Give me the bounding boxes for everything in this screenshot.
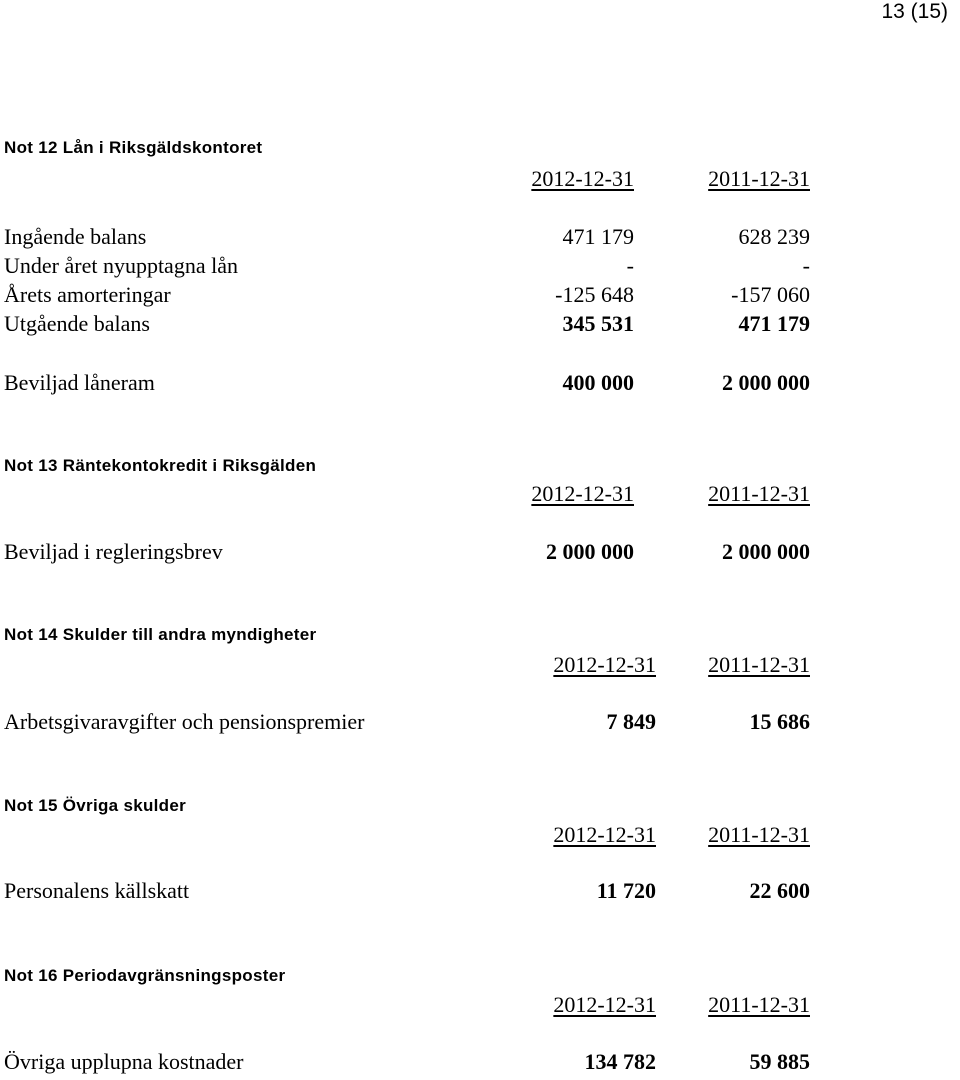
note-13-col2-header: 2011-12-31	[708, 481, 810, 506]
note-12-row-label: Under året nyupptagna lån	[4, 253, 238, 278]
note-14-col1-header: 2012-12-31	[553, 652, 656, 677]
note-12-row-value-2012: -	[626, 253, 634, 278]
note-15-row-value-2012: 11 720	[596, 878, 656, 903]
note-16-title: Not 16 Periodavgränsningsposter	[4, 966, 286, 985]
note-12-row-label: Beviljad låneram	[4, 370, 155, 395]
note-13-title: Not 13 Räntekontokredit i Riksgälden	[4, 456, 317, 475]
note-12-row-value-2012: 345 531	[562, 311, 634, 336]
note-13-row-value-2012: 2 000 000	[546, 539, 634, 564]
note-12-row-value-2011: 628 239	[738, 224, 810, 249]
note-14-row-value-2011: 15 686	[749, 709, 810, 734]
note-13-row-value-2011: 2 000 000	[722, 539, 810, 564]
note-12-title: Not 12 Lån i Riksgäldskontoret	[4, 138, 263, 157]
note-12-row-value-2011: -	[802, 253, 810, 278]
note-15-row-value-2011: 22 600	[749, 878, 810, 903]
note-12-col1-header: 2012-12-31	[531, 166, 634, 191]
note-12-row-value-2012: 471 179	[562, 224, 634, 249]
note-12-row-label: Ingående balans	[4, 224, 147, 249]
note-16-row-value-2012: 134 782	[584, 1049, 656, 1074]
note-16-col2-header: 2011-12-31	[708, 992, 810, 1017]
note-12-row-label: Utgående balans	[4, 311, 150, 336]
note-12-col2-header: 2011-12-31	[708, 166, 810, 191]
note-12-row-value-2011: 471 179	[738, 311, 810, 336]
note-14-title: Not 14 Skulder till andra myndigheter	[4, 625, 317, 644]
note-16-col1-header: 2012-12-31	[553, 992, 656, 1017]
note-15-col2-header: 2011-12-31	[708, 822, 810, 847]
note-12-row-value-2012: 400 000	[562, 370, 634, 395]
note-13-row-label: Beviljad i regleringsbrev	[4, 539, 223, 564]
note-15-col1-header: 2012-12-31	[553, 822, 656, 847]
note-12-row-value-2011: -157 060	[731, 282, 810, 307]
note-16-row-value-2011: 59 885	[749, 1049, 810, 1074]
note-14-row-value-2012: 7 849	[606, 709, 656, 734]
note-12-row-value-2011: 2 000 000	[722, 370, 810, 395]
note-12-row-value-2012: -125 648	[555, 282, 634, 307]
note-15-title: Not 15 Övriga skulder	[4, 796, 187, 815]
note-13-col1-header: 2012-12-31	[531, 481, 634, 506]
page-number: 13 (15)	[881, 0, 948, 23]
note-12-row-label: Årets amorteringar	[4, 282, 171, 307]
note-14-col2-header: 2011-12-31	[708, 652, 810, 677]
note-16-row-label: Övriga upplupna kostnader	[4, 1049, 244, 1074]
note-14-row-label: Arbetsgivaravgifter och pensionspremier	[4, 709, 365, 734]
note-15-row-label: Personalens källskatt	[4, 878, 190, 903]
